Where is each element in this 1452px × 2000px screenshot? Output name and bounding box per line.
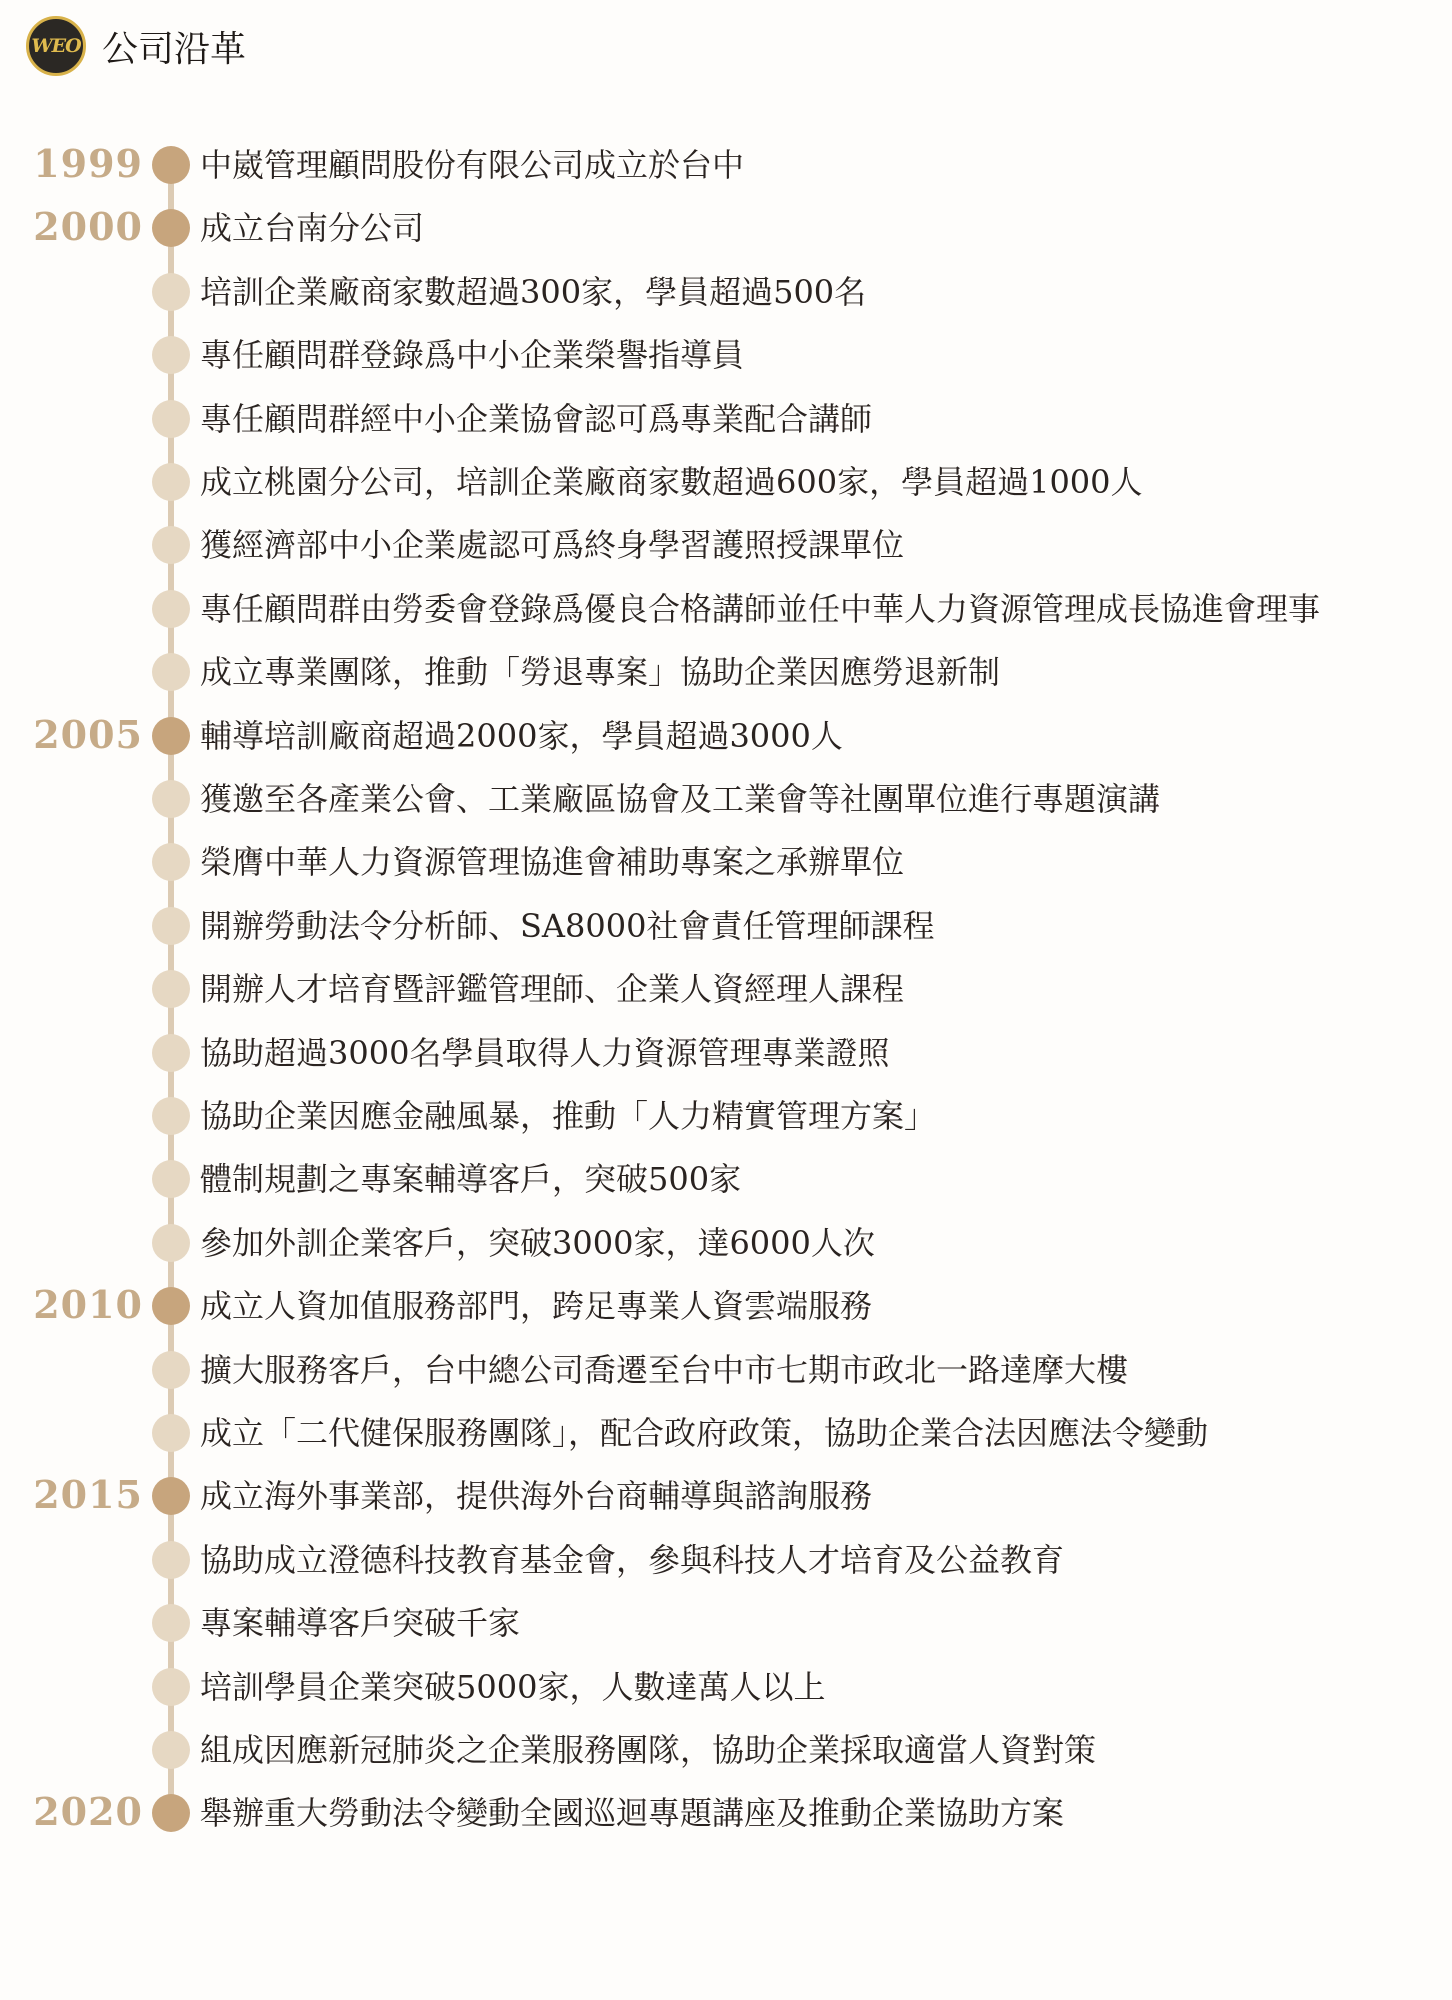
timeline-event-text: 協助超過3000名學員取得人力資源管理專業證照 xyxy=(200,1033,890,1072)
timeline-event-text: 專案輔導客戶突破千家 xyxy=(200,1604,521,1643)
page-title: 公司沿革 xyxy=(102,28,247,70)
timeline-event-text: 獲經濟部中小企業處認可爲終身學習護照授課單位 xyxy=(200,526,905,565)
timeline-event-text: 體制規劃之專案輔導客戶，突破500家 xyxy=(200,1160,742,1199)
timeline-event-text: 榮膺中華人力資源管理協進會補助專案之承辦單位 xyxy=(200,843,905,882)
milestone-dot xyxy=(152,653,190,691)
timeline-entry xyxy=(0,1345,1452,1393)
timeline-event-text: 專任顧問群登錄爲中小企業榮譽指導員 xyxy=(200,336,745,375)
milestone-dot xyxy=(152,907,190,945)
timeline-event-text: 培訓企業廠商家數超過300家，學員超過500名 xyxy=(200,272,867,311)
timeline-entry xyxy=(0,394,1452,442)
timeline-entry xyxy=(0,1725,1452,1773)
timeline-event-text: 協助企業因應金融風暴，推動「人力精實管理方案」 xyxy=(200,1097,937,1135)
milestone-dot xyxy=(152,590,190,628)
timeline-entry xyxy=(0,203,1452,251)
logo-text: WEO xyxy=(31,35,81,57)
timeline-entry xyxy=(0,647,1452,695)
timeline-event-text: 專任顧問群經中小企業協會認可爲專業配合講師 xyxy=(200,399,873,438)
milestone-dot xyxy=(152,843,190,881)
timeline-event-text: 舉辦重大勞動法令變動全國巡迴專題講座及推動企業協助方案 xyxy=(200,1794,1065,1833)
timeline-year: 2015 xyxy=(33,1472,143,1518)
timeline-entry xyxy=(0,1408,1452,1456)
milestone-dot xyxy=(152,1731,190,1769)
milestone-dot xyxy=(152,273,190,311)
timeline-entry xyxy=(0,1218,1452,1266)
timeline-event-text: 中崴管理顧問股份有限公司成立於台中 xyxy=(200,146,745,184)
milestone-dot-major xyxy=(152,717,190,755)
timeline-year: 1999 xyxy=(33,141,143,186)
timeline-entry xyxy=(0,901,1452,949)
milestone-dot-major xyxy=(152,1477,190,1515)
timeline-entry xyxy=(0,584,1452,632)
timeline-event-text: 培訓學員企業突破5000家，人數達萬人以上 xyxy=(200,1667,826,1706)
milestone-dot xyxy=(152,526,190,564)
timeline-entry xyxy=(0,774,1452,822)
timeline-event-text: 獲邀至各產業公會、工業廠區協會及工業會等社團單位進行專題演講 xyxy=(200,780,1161,818)
timeline-entry xyxy=(0,1788,1452,1836)
milestone-dot xyxy=(152,1668,190,1706)
timeline-event-text: 開辦人才培育暨評鑑管理師、企業人資經理人課程 xyxy=(200,970,905,1009)
timeline-event-text: 協助成立澄德科技教育基金會，參與科技人才培育及公益教育 xyxy=(200,1540,1065,1579)
milestone-dot xyxy=(152,400,190,438)
page-header xyxy=(26,14,246,78)
timeline-entry xyxy=(0,964,1452,1012)
milestone-dot-major xyxy=(152,209,190,247)
timeline-event-text: 成立專業團隊，推動「勞退專案」協助企業因應勞退新制 xyxy=(200,653,1001,692)
timeline-event-text: 成立「二代健保服務團隊」，配合政府政策，協助企業合法因應法令變動 xyxy=(200,1414,1209,1452)
timeline-event-text: 成立海外事業部，提供海外台商輔導與諮詢服務 xyxy=(200,1477,873,1516)
timeline-entry xyxy=(0,1091,1452,1139)
timeline-entry xyxy=(0,330,1452,378)
milestone-dot-major xyxy=(152,1794,190,1832)
timeline-year: 2000 xyxy=(33,204,143,250)
timeline-entry xyxy=(0,520,1452,568)
timeline-event-text: 成立人資加值服務部門，跨足專業人資雲端服務 xyxy=(200,1287,873,1326)
milestone-dot xyxy=(152,1414,190,1452)
timeline-entry xyxy=(0,837,1452,885)
timeline-entry xyxy=(0,1471,1452,1519)
milestone-dot xyxy=(152,1097,190,1135)
company-logo xyxy=(26,16,86,76)
timeline-year: 2010 xyxy=(33,1282,143,1328)
timeline-entry xyxy=(0,1281,1452,1329)
milestone-dot xyxy=(152,336,190,374)
timeline-event-text: 成立台南分公司 xyxy=(200,209,425,248)
milestone-dot xyxy=(152,1034,190,1072)
timeline-entry xyxy=(0,267,1452,315)
timeline-entry xyxy=(0,140,1452,188)
milestone-dot xyxy=(152,1160,190,1198)
milestone-dot xyxy=(152,1604,190,1642)
milestone-dot xyxy=(152,1351,190,1389)
timeline-year: 2020 xyxy=(33,1789,143,1835)
timeline-event-text: 專任顧問群由勞委會登錄爲優良合格講師並任中華人力資源管理成長協進會理事 xyxy=(200,589,1321,628)
timeline-entry xyxy=(0,1154,1452,1202)
milestone-dot xyxy=(152,970,190,1008)
milestone-dot-major xyxy=(152,1287,190,1325)
timeline-year: 2005 xyxy=(33,711,143,757)
timeline-event-text: 成立桃園分公司，培訓企業廠商家數超過600家，學員超過1000人 xyxy=(200,463,1143,501)
timeline-entry xyxy=(0,1662,1452,1710)
milestone-dot xyxy=(152,463,190,501)
timeline-entry xyxy=(0,711,1452,759)
timeline-event-text: 輔導培訓廠商超過2000家，學員超過3000人 xyxy=(200,716,843,755)
timeline-entry xyxy=(0,1028,1452,1076)
milestone-dot xyxy=(152,1224,190,1262)
milestone-dot xyxy=(152,780,190,818)
history-timeline xyxy=(0,140,1452,1950)
timeline-event-text: 組成因應新冠肺炎之企業服務團隊，協助企業採取適當人資對策 xyxy=(200,1731,1097,1769)
milestone-dot xyxy=(152,1541,190,1579)
timeline-event-text: 開辦勞動法令分析師、SA8000社會責任管理師課程 xyxy=(200,906,935,945)
timeline-event-text: 參加外訓企業客戶，突破3000家，達6000人次 xyxy=(200,1223,875,1262)
timeline-entry xyxy=(0,1598,1452,1646)
milestone-dot-major xyxy=(152,146,190,184)
timeline-entry xyxy=(0,457,1452,505)
timeline-entry xyxy=(0,1535,1452,1583)
timeline-event-text: 擴大服務客戶，台中總公司喬遷至台中市七期市政北一路達摩大樓 xyxy=(200,1350,1129,1389)
